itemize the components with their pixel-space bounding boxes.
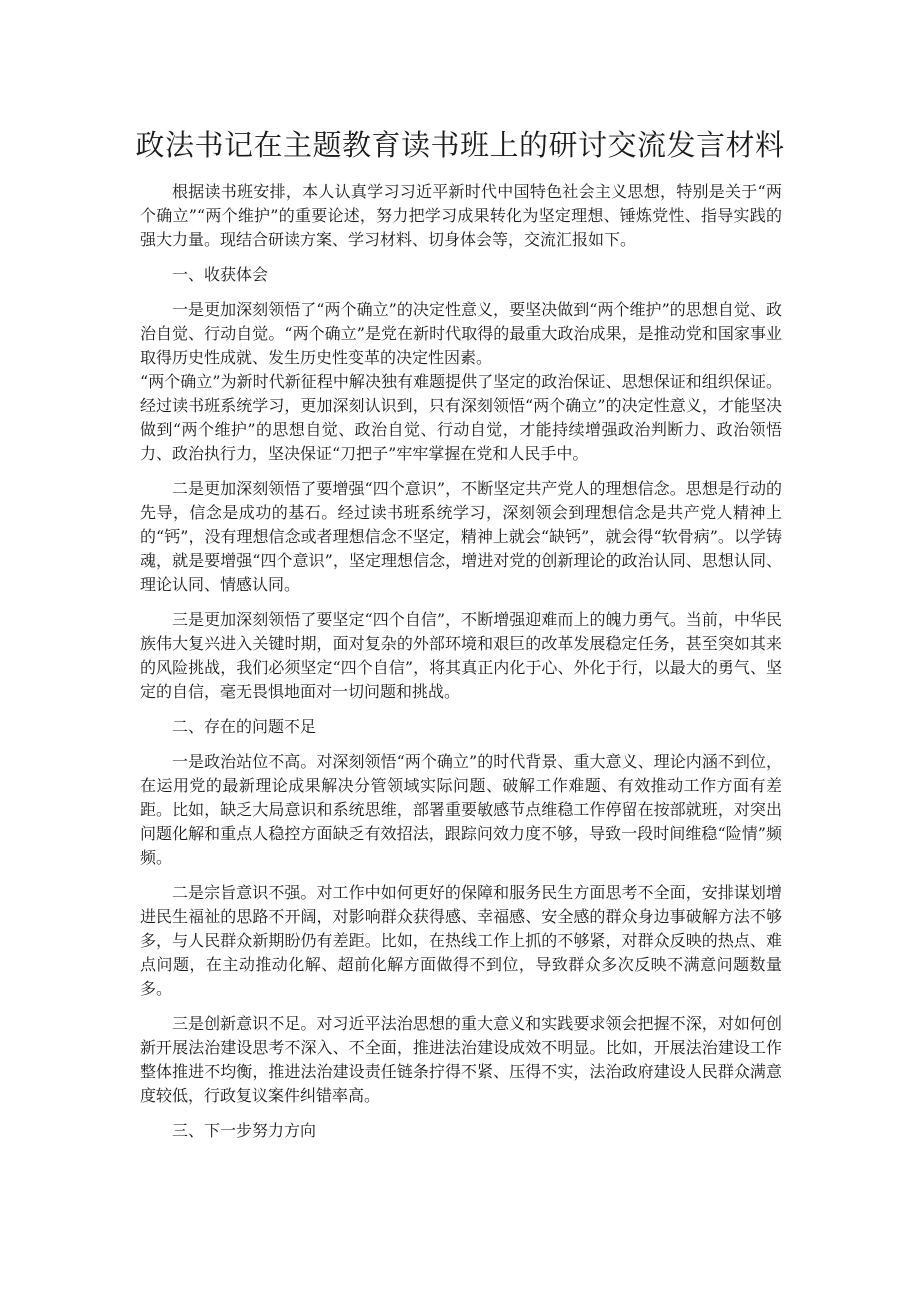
section-heading-1: 一、收获体会	[172, 265, 269, 284]
intro-paragraph: 根据读书班安排，本人认真学习习近平新时代中国特色社会主义思想，特别是关于“两个确立”“两个维护”的重要论述，努力把学习成果转化为坚定理想、锤炼党性、指导实践的强大力量。现结合研读方案、学习材料、切身体会等，交流汇报如下。	[140, 182, 782, 249]
gain-point-1-continued: “两个确立”为新时代新征程中解决独有难题提供了坚定的政治保证、思想保证和组织保证。经过读书班系统学习，更加深刻认识到，只有深刻领悟“两个确立”的决定性意义，才能坚决做到“两个维护”的思想自觉、政治自觉、行动自觉，才能持续增强政治判断力、政治领悟力、政治执行力，坚决保证“刀把子”牢牢掌握在党和人民手中。	[140, 372, 782, 463]
section-heading-2: 二、存在的问题不足	[172, 717, 317, 736]
gain-point-3: 三是更加深刻领悟了要坚定“四个自信”，不断增强迎难而上的魄力勇气。当前，中华民族伟大复兴进入关键时期，面对复杂的外部环境和艰巨的改革发展稳定任务，甚至突如其来的风险挑战，我们必须坚定“四个自信”，将其真正内化于心、外化于行，以最大的勇气、坚定的自信，毫无畏惧地面对一切问题和挑战。	[140, 610, 782, 701]
section-heading-3: 三、下一步努力方向	[172, 1121, 317, 1140]
document-body	[140, 180, 782, 1154]
gain-point-2: 二是更加深刻领悟了要增强“四个意识”，不断坚定共产党人的理想信念。思想是行动的先导，信念是成功的基石。经过读书班系统学习，深刻领会到理想信念是共产党人精神上的“钙”，没有理想信念或者理想信念不坚定，精神上就会“缺钙”，就会得“软骨病”。以学铸魂，就是要增强“四个意识”，坚定理想信念，增进对党的创新理论的政治认同、思想认同、理论认同、情感认同。	[140, 479, 782, 594]
document-title: 政法书记在主题教育读书班上的研讨交流发言材料	[135, 128, 785, 162]
problem-point-3: 三是创新意识不足。对习近平法治思想的重大意义和实践要求领会把握不深，对如何创新开展法治建设思考不深入、不全面，推进法治建设成效不明显。比如，开展法治建设工作整体推进不均衡，推进法治建设责任链条拧得不紧、压得不实，法治政府建设人民群众满意度较低，行政复议案件纠错率高。	[140, 1014, 782, 1105]
problem-point-1: 一是政治站位不高。对深刻领悟“两个确立”的时代背景、重大意义、理论内涵不到位，在运用党的最新理论成果解决分管领域实际问题、破解工作难题、有效推动工作方面有差距。比如，缺乏大局意识和系统思维，部署重要敏感节点维稳工作停留在按部就班，对突出问题化解和重点人稳控方面缺乏有效招法，跟踪问效力度不够，导致一段时间维稳“险情”频频。	[140, 752, 782, 867]
gain-point-1: 一是更加深刻领悟了“两个确立”的决定性意义，要坚决做到“两个维护”的思想自觉、政治自觉、行动自觉。“两个确立”是党在新时代取得的最重大政治成果，是推动党和国家事业取得历史性成就、发生历史性变革的决定性因素。	[140, 300, 782, 367]
problem-point-2: 二是宗旨意识不强。对工作中如何更好的保障和服务民生方面思考不全面，安排谋划增进民生福祉的思路不开阔，对影响群众获得感、幸福感、安全感的群众身边事破解方法不够多，与人民群众新期盼仍有差距。比如，在热线工作上抓的不够紧，对群众反映的热点、难点问题，在主动推动化解、超前化解方面做得不到位，导致群众多次反映不满意问题数量多。	[140, 883, 782, 998]
